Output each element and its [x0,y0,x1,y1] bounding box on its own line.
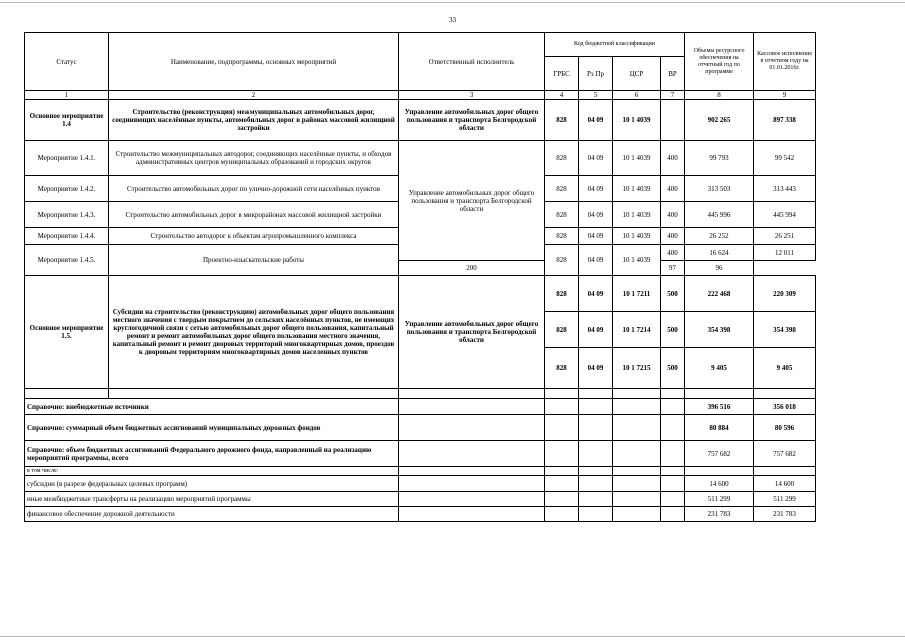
cell-volume: 313 503 [685,176,754,202]
cell-volume: 511 299 [685,492,754,507]
header-rzpr: Рз Пр [579,57,613,91]
cell-cash: 897 338 [754,100,816,141]
summary-transfers-label: иные межбюджетные трансферты на реализацию мероприятий программы [25,492,399,507]
page-number: 33 [449,16,456,24]
header-status: Статус [25,33,109,91]
cell-vr: 500 [661,276,685,312]
header-grbs: ГРБС [545,57,579,91]
cell-vr [661,100,685,141]
cell-grbs: 828 [545,245,579,276]
cell-vr: 500 [661,348,685,389]
scan-edge-bottom [0,636,905,637]
cell-grbs: 828 [545,312,579,348]
summary-subsidies-label: субсидии (в разрезе федеральных целевых программ) [25,476,399,492]
cell-vr: 200 [399,261,545,276]
row-status: Мероприятие 1.4.2. [25,176,109,202]
cell-cash: 12 011 [754,245,816,261]
row-status: Основное мероприятие 1.5. [25,276,109,389]
cell-volume: 445 996 [685,202,754,228]
cell-grbs: 828 [545,176,579,202]
cell-vr: 400 [661,228,685,245]
cell-vr: 400 [661,141,685,176]
cell-csr: 10 1 4039 [613,100,661,141]
cell-rzpr: 04 09 [579,176,613,202]
row-executor: Управление автомобильных дорог общего пользования и транспорта Белгородской области [399,100,545,141]
cell-grbs: 828 [545,100,579,141]
cell-cash: 9 405 [754,348,816,389]
column-number: 1 [25,91,109,100]
budget-table [24,32,816,522]
cell-csr: 10 1 7211 [613,276,661,312]
header-vr: ВР [661,57,685,91]
row-name: Строительство межмуниципальных автодорог, соединяющих населённые пункты, и обходов административных центров муниципальных образований и городских округов [109,141,399,176]
header-csr: ЦСР [613,57,661,91]
cell-csr: 10 1 4039 [613,228,661,245]
row-executor: Управление автомобильных дорог общего пользования и транспорта Белгородской области [399,276,545,389]
cell-rzpr: 04 09 [579,245,613,276]
column-number: 2 [109,91,399,100]
cell-csr: 10 1 4039 [613,141,661,176]
cell-cash: 220 309 [754,276,816,312]
scan-edge-top [0,2,905,3]
header-name: Наименование, подпрограммы, основных мероприятий [109,33,399,91]
row-executor: Управление автомобильных дорог общего пользования и транспорта Белгородской области [399,141,545,261]
cell-volume: 16 624 [685,245,754,261]
cell-grbs: 828 [545,202,579,228]
row-status: Мероприятие 1.4.1. [25,141,109,176]
column-number: 5 [579,91,613,100]
cell-cash: 96 [685,261,754,276]
cell-volume: 97 [661,261,685,276]
cell-rzpr: 04 09 [579,202,613,228]
cell-csr: 10 1 7215 [613,348,661,389]
cell-rzpr: 04 09 [579,141,613,176]
cell-cash: 445 994 [754,202,816,228]
column-number: 9 [754,91,816,100]
row-name: Субсидии на строительство (реконструкцию) автомобильных дорог общего пользования местного значения с твердым покрытием до сельских населённых пунктов, не имеющих круглогодичной связи с сетью автомобильных дорог общего пользования, капитальный ремонт и ремонт автомобильных дорог общего пользования местного значения, капитальный ремонт и ремонт дворовых территорий многоквартирных домов, проездов к дворовым территориям многоквартирных домов населенных пунктов [109,276,399,389]
cell-rzpr: 04 09 [579,100,613,141]
column-number: 3 [399,91,545,100]
cell-volume: 231 783 [685,507,754,522]
cell-grbs: 828 [545,141,579,176]
cell-volume: 99 793 [685,141,754,176]
row-status: Основное мероприятие 1.4 [25,100,109,141]
cell-rzpr: 04 09 [579,348,613,389]
cell-cash: 80 596 [754,415,816,441]
cell-rzpr: 04 09 [579,312,613,348]
cell-vr: 400 [661,176,685,202]
cell-cash: 354 398 [754,312,816,348]
cell-csr: 10 1 4039 [613,176,661,202]
empty-row [25,389,816,399]
cell-vr: 400 [661,245,685,261]
column-number: 4 [545,91,579,100]
summary-including-label: в том числе: [25,467,399,476]
cell-volume: 222 468 [685,276,754,312]
header-budget-code: Код бюджетной классификации [545,33,685,57]
cell-vr: 500 [661,312,685,348]
cell-cash: 26 251 [754,228,816,245]
cell-csr: 10 1 4039 [613,202,661,228]
cell-volume: 354 398 [685,312,754,348]
column-number: 8 [685,91,754,100]
column-number: 7 [661,91,685,100]
header-cash: Кассовое исполнение в отчетном году на 01.01.2016г. [754,33,816,91]
cell-rzpr: 04 09 [579,228,613,245]
row-status: Мероприятие 1.4.5. [25,245,109,276]
cell-cash: 757 682 [754,441,816,467]
cell-vr: 400 [661,202,685,228]
cell-cash: 356 018 [754,399,816,415]
header-volume: Объемы ресурсного обеспечения на отчетный год по программе [685,33,754,91]
row-status: Мероприятие 1.4.3. [25,202,109,228]
cell-volume: 396 516 [685,399,754,415]
cell-cash: 14 600 [754,476,816,492]
row-name: Проектно-изыскательские работы [109,245,399,276]
cell-volume: 757 682 [685,441,754,467]
cell-cash: 511 299 [754,492,816,507]
row-name: Строительство автомобильных дорог по улично-дорожной сети населённых пунктов [109,176,399,202]
cell-volume: 80 884 [685,415,754,441]
cell-csr: 10 1 4039 [613,245,661,276]
cell-grbs: 828 [545,228,579,245]
row-name: Строительство автомобильных дорог в микрорайонах массовой жилищной застройки [109,202,399,228]
cell-volume: 902 265 [685,100,754,141]
cell-cash: 231 783 [754,507,816,522]
column-number: 6 [613,91,661,100]
cell-cash: 313 443 [754,176,816,202]
cell-csr: 10 1 7214 [613,312,661,348]
summary-municipal-label: Справочно: суммарный объем бюджетных ассигнований муниципальных дорожных фондов [25,415,399,441]
cell-cash: 99 542 [754,141,816,176]
cell-volume: 14 600 [685,476,754,492]
row-name: Строительство автодорог к объектам агропромышленного комплекса [109,228,399,245]
row-status: Мероприятие 1.4.4. [25,228,109,245]
summary-financial-label: финансовое обеспечение дорожной деятельности [25,507,399,522]
summary-offbudget-label: Справочно: внебюджетные источники [25,399,399,415]
cell-volume: 26 252 [685,228,754,245]
header-executor: Ответственный исполнитель [399,33,545,91]
cell-rzpr: 04 09 [579,276,613,312]
cell-grbs: 828 [545,276,579,312]
cell-volume: 9 405 [685,348,754,389]
row-name: Строительство (реконструкция) межмуниципальных автомобильных дорог, соединяющих населённые пункты, автомобильных дорог в районах массовой жилищной застройки [109,100,399,141]
summary-federal-label: Справочно: объем бюджетных ассигнований Федерального дорожного фонда, направленный на реализацию мероприятий программы, всего [25,441,399,467]
cell-grbs: 828 [545,348,579,389]
